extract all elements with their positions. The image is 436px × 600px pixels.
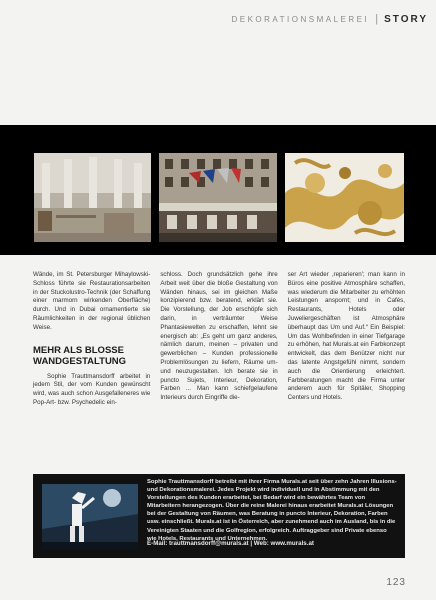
paragraph: schloss. Doch grundsätzlich gehe ihre Arbeit weit über die bloße Gestaltung von Wänden hinaus, sei im gleichen Maße konzipierend bzw. beratend, erklärt sie. Die Vorstellung, der Job erschöpfe sich darin, in verträumter Weise Phantasiewelten zu erschaffen, lehnt sie energisch ab: „Es geht um ganz anderes, nämlich darum, meinen – privaten und gewerblichen – Kunden professionelle Problemlösungen zu liefern, Räume um- und neuzugestalten. Ich berate sie in puncto Sujets, Interieur, Dekoration, Farben ... Man kann schiefgelaufene Interieurs durch Eingriffe die-	[160, 271, 278, 402]
gilded-ornament-photo	[285, 153, 404, 242]
paragraph: Wände, im St. Petersburger Mihaylowski-Schloss führte sie Restaurationsarbeiten in der Stuckolustro-Technik (der Schaffung einer marmorn wirkenden Oberfläche) durch. Und in Dubai ornamentierte sie Räumlichkeiten in der regional üblichen Weise.	[33, 271, 151, 331]
section-label: DEKORATIONSMALEREI	[231, 14, 370, 24]
paragraph: ser Art wieder ‚reparieren'; man kann in Büros eine positive Atmosphäre schaffen, was wiederum die Mitarbeiter zu erhöhten Leistungen anspornt; und in Cafés, Restaurants, Hotels oder Juweliergeschäften ist Atmosphäre überhaupt das Um und Auf.“ Ein Beispiel: Um das Wohlbefinden in einer Tiefgarage zu erhöhen, hat Murals.at ein Farbkonzept entwickelt, das dem Benützer nicht nur das latente Angstgefühl nimmt, sondern auch die Orientierung erleichtert. Farbberatungen macht die Firma unter anderem auch für Spitäler, Shopping Centers und Hotels.	[287, 271, 405, 402]
article-body	[33, 271, 405, 414]
header-separator: |	[375, 13, 379, 25]
article-column-3	[288, 271, 405, 414]
section-title: STORY	[384, 13, 428, 25]
paragraph: Sophie Trauttmansdorff arbeitet in jedem Stil, der vom Kunden gewünscht wird, was auch schon Ausgefalleneres wie Pop-Art- bzw. Psychedelic ein-	[33, 372, 151, 406]
company-description: Sophie Trauttmansdorff betreibt mit ihrer Firma Murals.at seit über zehn Jahren Illusions- und Dekorationsmalerei. Jedes Projekt wird individuell und in Abstimmung mit den Vorstellungen des Kunden erarbeitet, bei Bedarf wird ein bewährtes Team von Mitarbeitern herangezogen. Über die reine Malerei hinaus erarbeitet Murals.at Lösungen bei der Gestaltung von Räumen, was Beratung in puncto Interieur, Dekoration, Farben usw. einschließt. Murals.at ist in Österreich, aber zunehmend auch im Ausland, bis in die Vereinigten Staaten und die Golfregion, erfolgreich. Auftraggeber sind Private ebenso wie Hotels, Restaurants und Unternehmen.	[147, 479, 397, 542]
article-column-2	[160, 271, 277, 414]
company-info-box	[33, 474, 405, 558]
subheading: MEHR ALS BLOSSE WANDGESTALTUNG	[33, 344, 127, 367]
painter-at-work-photo	[42, 484, 138, 549]
mural-terrace-photo	[34, 153, 151, 242]
photo-band	[0, 125, 436, 255]
article-column-1	[33, 271, 150, 414]
contact-line: E-Mail: trauttmansdorff@murals.at | Web: www.murals.at	[147, 540, 314, 547]
hotel-facade-flags-photo	[159, 153, 277, 242]
page-header	[231, 10, 428, 28]
page-number: 123	[386, 577, 406, 588]
